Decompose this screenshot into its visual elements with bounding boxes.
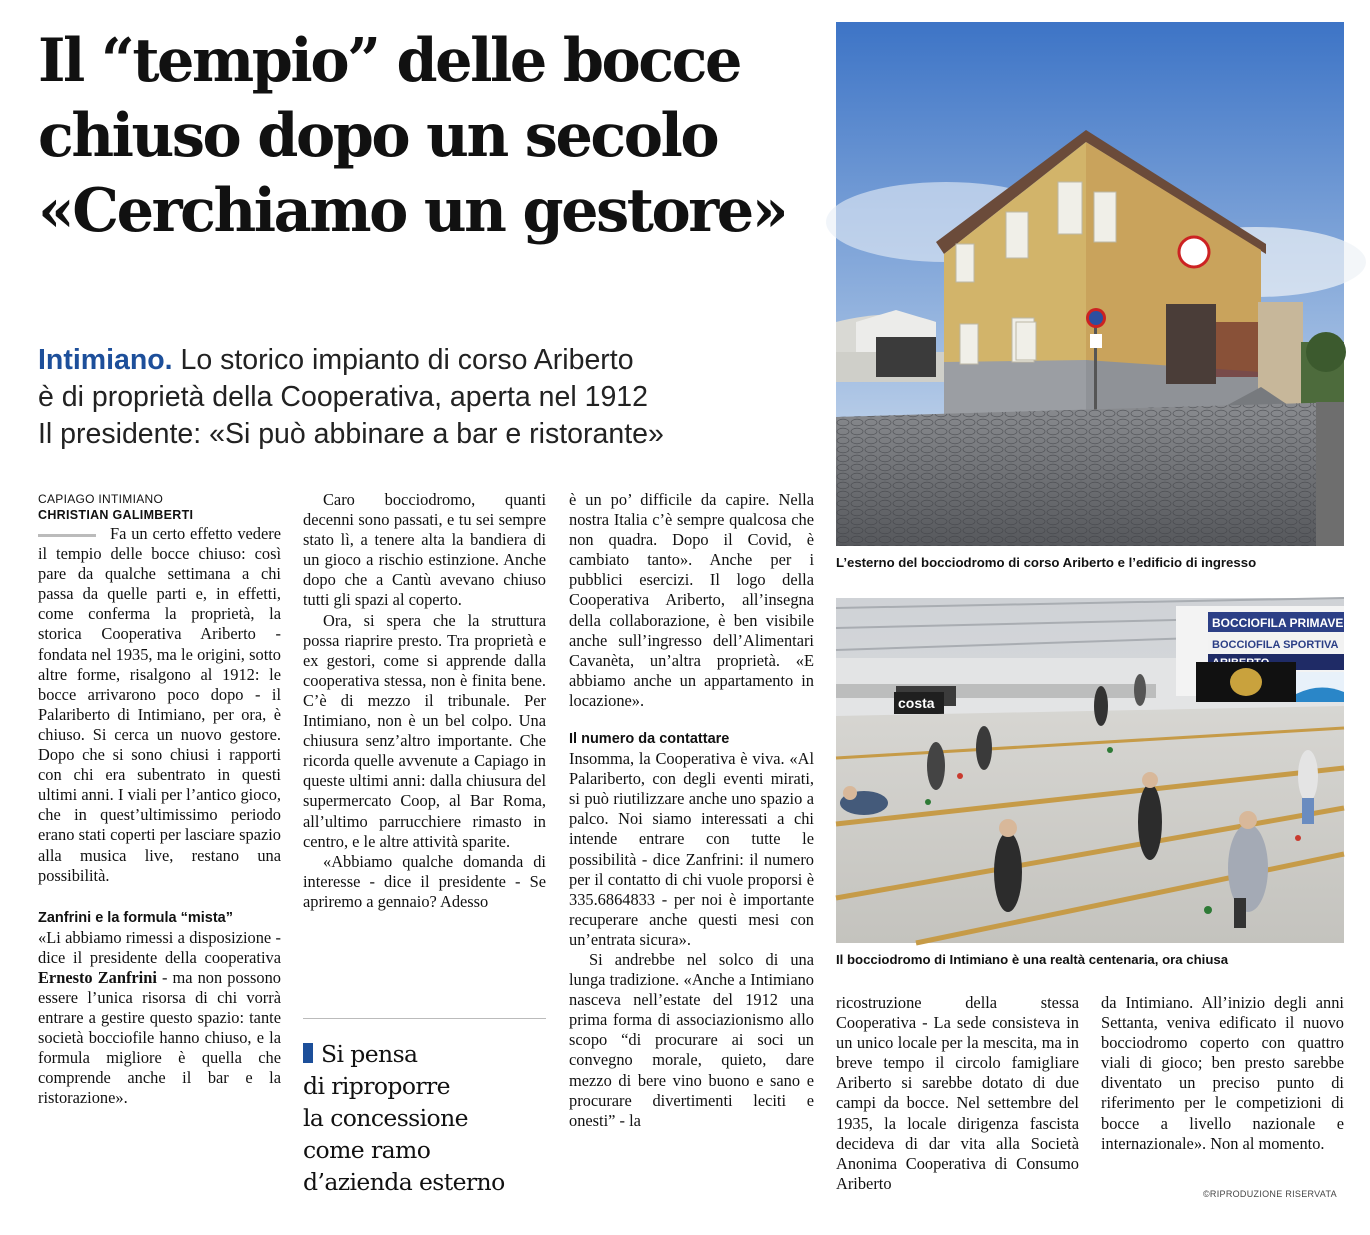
intro-rule <box>38 534 96 537</box>
deck-line-1: Lo storico impianto di corso Ariberto <box>180 344 634 376</box>
col2-paragraph-2: Ora, si spera che la struttura possa riaprire presto. Tra proprietà e ex gestori, come si apprende dalla cooperativa stessa, non è finita bene. C’è di mezzo il tribunale. Per Intimiano, non è un bel colpo. Una chiusura senz’altro importante. Che ricorda quelle avvenute a Capiago in queste ultimi anni: dalla chiusura del supermercato Coop, al Bar Roma, all’ultimo parrucchiere rimasto in centro, e le altre attività sparite. <box>303 610 546 851</box>
deck-location: Intimiano. <box>38 344 173 376</box>
kicker: CAPIAGO INTIMIANO <box>38 492 164 506</box>
photo-exterior-caption: L’esterno del bocciodromo di corso Ariberto e l’edificio di ingresso <box>836 555 1257 570</box>
deck-line-2: è di proprietà della Cooperativa, aperta nel 1912 <box>38 381 648 413</box>
copyright: ©RIPRODUZIONE RISERVATA <box>1203 1189 1337 1199</box>
headline-line-3: «Cerchiamo un gestore» <box>38 176 787 246</box>
subhead-zanfrini: Zanfrini e la formula “mista” <box>38 909 233 926</box>
headline-line-1: Il “tempio” delle bocce <box>38 26 740 96</box>
pullquote: Si pensa di riproporre la concessione come ramo d’azienda esterno <box>303 1040 505 1196</box>
col2-paragraph-3: «Abbiamo qualche domanda di interesse - dice il presidente - Se apriremo a gennaio? Adesso <box>303 851 546 911</box>
headline <box>38 24 812 249</box>
col2-paragraph-1: Caro bocciodromo, quanti decenni sono passati, e tu sei sempre stato lì, a tenere alta la bandiera di un gioco a rischio estinzione. Anche dopo che a Cantù avevano chiuso tutti gli spazi al coperto. <box>303 490 546 610</box>
name-ernesto-zanfrini: Ernesto Zanfrini <box>38 967 157 987</box>
headline-line-2: chiuso dopo un secolo <box>38 101 718 171</box>
col3-paragraph-3: Si andrebbe nel solco di una lunga tradizione. «Anche a Intimiano nasceva nell’estate del 1912 una prima forma di associazionismo allo scopo “di procurare ai soci un convegno morale, quieto, dare mezzo di bere vino buono e sano e procurare divertimenti leciti e onesti” - la <box>569 949 814 1130</box>
col1-paragraph-1: Fa un certo effetto vedere il tempio delle bocce chiuso: così pare da qualche settimana a chi passa da quelle parti e, in effetti, come conferma la proprietà, la storica Cooperativa Ariberto - fondata nel 1935, ma le origini, sotto altre forme, risalgono al 1912: le bocce arrivarono poco dopo - il Palariberto di Intimiano, per ora, è chiuso. Si cerca un nuovo gestore. Dopo che si sono chiusi i rapporti con chi era subentrato in questi ultimi anni. I viali per l’antico gioco, che in quest’ultimissimo periodo erano stati coperti per lasciare spazio alla musica live, restano una possibilità. <box>38 524 281 885</box>
banner-bocciofila-sportiva: BOCCIOFILA SPORTIVA <box>1212 639 1339 651</box>
col5-paragraph-1: da Intimiano. All’inizio degli anni Settanta, veniva edificato il nuovo bocciodromo coperto con quattro viali di gioco; ben presto sarebbe diventato un preciso punto di riferimento per le competizioni di bocce a livello nazionale e internazionale». Non al momento. <box>1101 993 1344 1153</box>
deck-line-3: Il presidente: «Si può abbinare a bar e ristorante» <box>38 418 664 450</box>
photo-exterior <box>836 22 1344 546</box>
byline: CHRISTIAN GALIMBERTI <box>38 508 194 522</box>
subhead-numero: Il numero da contattare <box>569 731 730 748</box>
banner-bocciofila-primavera: BOCCIOFILA PRIMAVERA <box>1212 616 1361 630</box>
photo-interior <box>836 598 1361 943</box>
col4-paragraph-1: ricostruzione della stessa Cooperativa - La sede consisteva in un unico locale per la mescita, ma in breve tempo il circolo famigliare Ariberto si sarebbe dotato di due campi da bocce. Nel settembre del 1935, la locale dirigenza fascista decideva di dar vita alla Società Anonima Cooperativa di Consumo Ariberto <box>836 993 1079 1193</box>
photo-interior-caption: Il bocciodromo di Intimiano è una realtà centenaria, ora chiusa <box>836 952 1229 967</box>
ad-costa: costa <box>898 695 935 711</box>
col1-paragraph-2: «Li abbiamo rimessi a disposizione - dice il presidente della cooperativa Ernesto Zanfrini - ma non possono essere l’unica risorsa di chi vorrà entrare a gestire questo spazio: tante società bocciofile hanno chiuso, e la formula migliore è quella che comprende anche il bar e la ristorazione». <box>38 927 281 1108</box>
pullquote-rule <box>303 1018 546 1019</box>
pullquote-marker <box>303 1043 313 1063</box>
col3-paragraph-1: è un po’ difficile da capire. Nella nostra Italia c’è sempre qualcosa che non quadra. Dopo il Covid, è cambiato tanto». Anche per i pubblici esercizi. Il logo della Cooperativa Ariberto, all’insegna della collaborazione, è ben visibile anche sull’ingresso dell’Alimentari Cavanèta, un’altra proprietà. «E abbiamo anche un appartamento in locazione». <box>569 490 814 710</box>
deck <box>38 342 828 453</box>
col3-paragraph-2: Insomma, la Cooperativa è viva. «Al Palariberto, con degli eventi mirati, si può riutilizzare anche uno spazio a palco. Noi siamo interessati a chi intende entrare con tutte le possibilità - dice Zanfrini: il numero per il contatto di chi vuole proporsi è 335.6864833 - per noi è importante recuperare anche questi mesi con un’entrata sicura». <box>569 749 814 949</box>
